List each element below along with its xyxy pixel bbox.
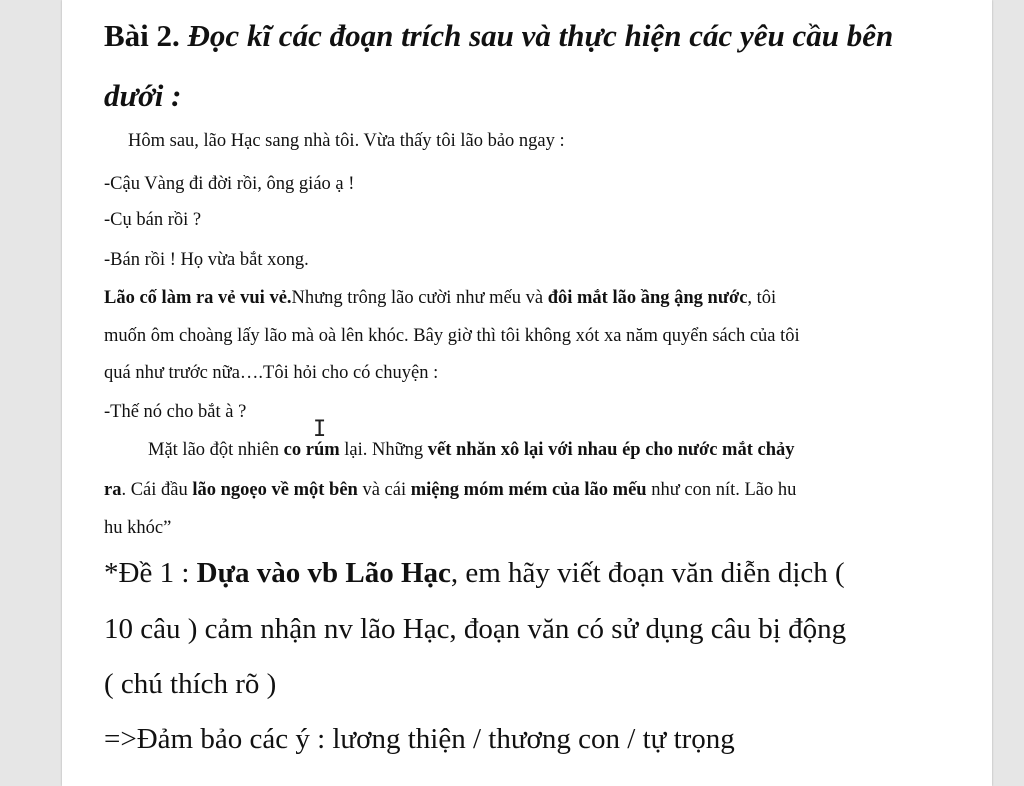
passage-line-9-bold-2: vết nhăn xô lại với nhau ép cho nước mắt chảy [427, 440, 795, 460]
passage-line-1: Hôm sau, lão Hạc sang nhà tôi. Vừa thấy tôi lão bảo ngay : [128, 131, 565, 151]
passage-line-10-bold-1: ra [104, 480, 122, 500]
task-line-1 [104, 557, 845, 590]
exercise-heading [104, 18, 893, 54]
passage-line-10-bold-2: lão ngoẹo về một bên [192, 480, 358, 500]
passage-line-7: quá như trước nữa….Tôi hỏi cho có chuyện : [104, 363, 439, 383]
exercise-instruction: Đọc kĩ các đoạn trích sau và thực hiện các yêu cầu bên [187, 18, 894, 53]
task-line-1-text-1: *Đề 1 : [104, 557, 197, 589]
task-line-1-bold: Dựa vào vb Lão Hạc [196, 557, 451, 589]
exercise-instruction-cont: dưới : [104, 78, 182, 113]
passage-line-10-text-3: như con nít. Lão hu [646, 480, 797, 500]
text-cursor-icon: I [313, 417, 327, 442]
passage-line-10-bold-3: miệng móm mém của lão mếu [410, 480, 647, 500]
document-page[interactable] [62, 0, 992, 786]
task-line-2: 10 câu ) cảm nhận nv lão Hạc, đoạn văn có sử dụng câu bị động [104, 613, 847, 645]
passage-line-5 [104, 288, 776, 309]
passage-line-9 [148, 440, 794, 461]
passage-line-8: -Thế nó cho bắt à ? [104, 402, 247, 422]
exercise-heading-continued [104, 78, 181, 114]
passage-line-10-text-2: và cái [357, 480, 411, 500]
passage-line-2: -Cậu Vàng đi đời rồi, ông giáo ạ ! [104, 174, 355, 194]
passage-line-10 [104, 480, 796, 501]
passage-line-6: muốn ôm choàng lấy lão mà oà lên khóc. Bây giờ thì tôi không xót xa năm quyển sách của tôi [104, 326, 800, 346]
passage-line-5-text-2: , tôi [747, 288, 777, 308]
task-line-1-text-2: , em hãy viết đoạn văn diễn dịch ( [450, 557, 845, 589]
passage-line-5-bold-2: đôi mắt lão ầng ậng nước [547, 288, 748, 308]
passage-line-10-text-1: . Cái đầu [121, 480, 193, 500]
passage-line-4: -Bán rồi ! Họ vừa bắt xong. [104, 250, 309, 270]
passage-line-9-text-2: lại. Những [339, 440, 428, 460]
passage-line-9-text-1: Mặt lão đột nhiên [148, 440, 284, 460]
passage-line-11: hu khóc” [104, 518, 172, 538]
exercise-label: Bài 2. [104, 18, 180, 53]
scrollbar-track[interactable] [994, 0, 1024, 786]
passage-line-3: -Cụ bán rồi ? [104, 210, 202, 230]
passage-line-9-bold-1: co rúm [283, 440, 340, 460]
passage-line-5-text-1: Nhưng trông lão cười như mếu và [291, 288, 548, 308]
task-line-4: =>Đảm bảo các ý : lương thiện / thương con / tự trọng [104, 723, 735, 755]
task-line-3: ( chú thích rõ ) [104, 668, 277, 700]
passage-line-5-bold-1: Lão cố làm ra vẻ vui vẻ. [104, 288, 292, 308]
